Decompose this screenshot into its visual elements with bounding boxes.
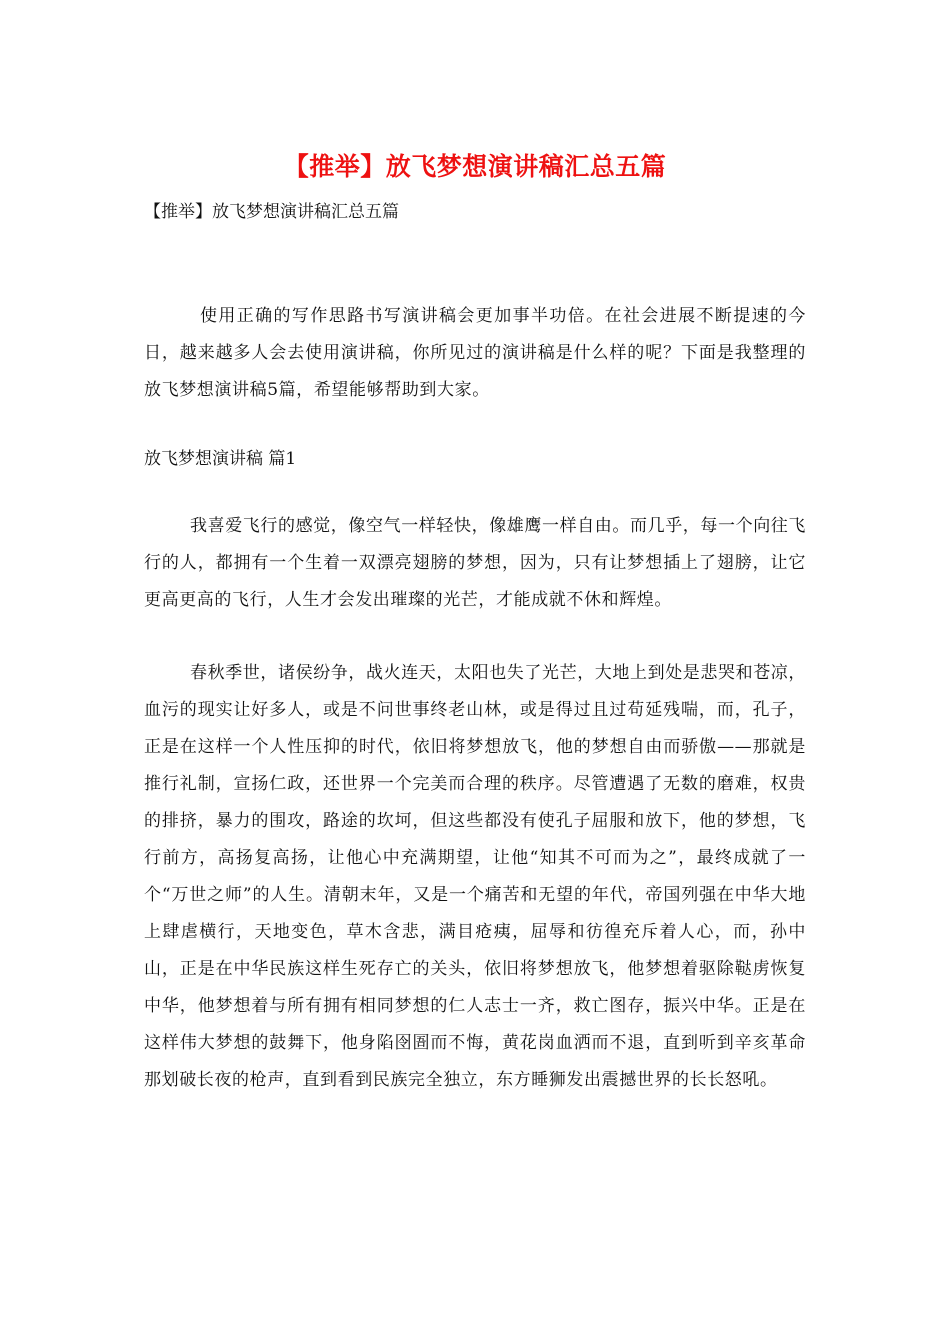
document-title: 【推举】放飞梦想演讲稿汇总五篇 [283,152,667,181]
body-paragraph-1: 我喜爱飞行的感觉，像空气一样轻快，像雄鹰一样自由。而几乎，每一个向往飞行的人，都拥有一个生着一双漂亮翅膀的梦想，因为，只有让梦想插上了翅膀，让它更高更高的飞行，人生才会发出璀璨的光芒，才能成就不休和辉煌。 [144,516,806,610]
body-paragraph-2: 春秋季世，诸侯纷争，战火连天，太阳也失了光芒，大地上到处是悲哭和苍凉，血污的现实让好多人，或是不问世事终老山林，或是得过且过苟延残喘，而，孔子，正是在这样一个人性压抑的时代，依旧将梦想放飞，他的梦想自由而骄傲——那就是推行礼制，宣扬仁政，还世界一个完美而合理的秩序。尽管遭遇了无数的磨难，权贵的排挤，暴力的围攻，路途的坎坷，但这些都没有使孔子屈服和放下，他的梦想，飞行前方，高扬复高扬，让他心中充满期望，让他“知其不可而为之”，最终成就了一个“万世之师”的人生。清朝末年，又是一个痛苦和无望的年代，帝国列强在中华大地上肆虐横行，天地变色，草木含悲，满目疮痍，屈辱和彷徨充斥着人心，而，孙中山，正是在中华民族这样生死存亡的关头，依旧将梦想放飞，他梦想着驱除鞑虏恢复中华，他梦想着与所有拥有相同梦想的仁人志士一齐，救亡图存，振兴中华。正是在这样伟大梦想的鼓舞下，他身陷囹圄而不悔，黄花岗血洒而不退，直到听到辛亥革命那划破长夜的枪声，直到看到民族完全独立，东方睡狮发出震撼世界的长长怒吼。 [144,663,806,1090]
intro-paragraph: 使用正确的写作思路书写演讲稿会更加事半功倍。在社会进展不断提速的今日，越来越多人会去使用演讲稿，你所见过的演讲稿是什么样的呢？下面是我整理的放飞梦想演讲稿5篇，希望能够帮助到大家。 [144,306,806,400]
section-heading: 放飞梦想演讲稿 篇1 [144,449,297,469]
document-subtitle: 【推举】放飞梦想演讲稿汇总五篇 [144,202,399,222]
